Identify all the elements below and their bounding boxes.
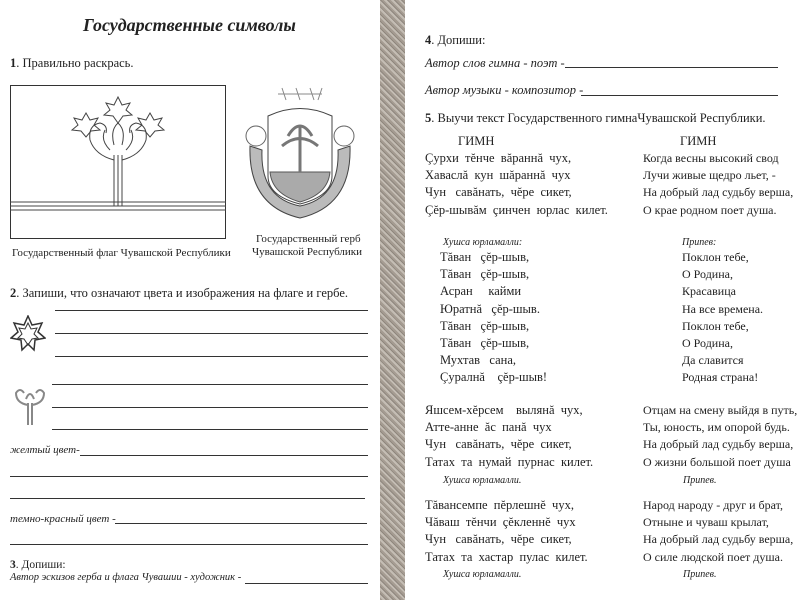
composer-answer-line[interactable] bbox=[581, 95, 778, 96]
chuvash-refrain-label-3: Хушса юрламалли. bbox=[443, 569, 522, 580]
chuvash-verse-1: Çурхи тĕнче вăраннă чух, Хаваслă кун шăраннă чух Чун савăнать, чĕре сикет, Çĕр-шывăм çинчен юрлас килет. bbox=[425, 151, 608, 217]
russian-verse-3: Народ народу - друг и брат, Отныне и чуваш крылат, На добрый лад судьбу верша, О силе людской поет душа. bbox=[643, 498, 794, 564]
darkred-color-label: темно-красный цвет - bbox=[10, 513, 116, 525]
answer-line[interactable] bbox=[52, 429, 368, 430]
russian-refrain: Поклон тебе, О Родина, Красавица На все времена. Поклон тебе, О Родина, Да славится Родная страна! bbox=[682, 250, 764, 385]
russian-refrain-label-2: Припев. bbox=[683, 475, 717, 486]
task5-heading: 5. Выучи текст Государственного гимнаЧувашской Республики. bbox=[425, 111, 766, 125]
answer-line[interactable] bbox=[52, 384, 368, 385]
task4-heading: 4. Допиши: bbox=[425, 33, 486, 47]
page-gutter bbox=[380, 0, 405, 600]
anthem-title-chuvash: ГИМН bbox=[458, 134, 495, 148]
russian-refrain-label: Припев: bbox=[682, 237, 717, 248]
chuvash-refrain: Тăван çĕр-шыв, Тăван çĕр-шыв, Асран кайми Юратнă çĕр-шыв. Тăван çĕр-шыв, Тăван çĕр-шыв, Мухтав сана, Çуралнă çĕр-шыв! bbox=[440, 250, 548, 385]
star-icon bbox=[10, 315, 46, 353]
tree-of-life-icon bbox=[12, 385, 48, 425]
task3-heading: 3. Допиши: bbox=[10, 559, 66, 571]
answer-line[interactable] bbox=[52, 407, 368, 408]
russian-verse-1: Когда весны высокий свод Лучи живые щедро льет, - На добрый лад судьбу верша, О крае родном поет душа. bbox=[643, 151, 794, 217]
answer-line[interactable] bbox=[55, 356, 368, 357]
darkred-answer-line[interactable] bbox=[115, 523, 367, 524]
answer-line[interactable] bbox=[55, 310, 368, 311]
chuvash-refrain-label-2: Хушса юрламалли. bbox=[443, 475, 522, 486]
right-page bbox=[405, 0, 800, 600]
artist-answer-line[interactable] bbox=[245, 583, 368, 584]
task1-heading: 1. Правильно раскрась. bbox=[10, 56, 134, 70]
answer-line[interactable] bbox=[10, 476, 368, 477]
chuvash-verse-2: Яшсем-хĕрсем вылянă чух, Атте-анне ăс панă чух Чун савăнать, чĕре сикет, Татах та нумай пурнас килет. bbox=[425, 403, 594, 469]
chuvash-refrain-label: Хушса юрламалли: bbox=[443, 237, 523, 248]
answer-line[interactable] bbox=[10, 544, 368, 545]
yellow-color-label: желтый цвет- bbox=[10, 444, 80, 456]
poet-answer-line[interactable] bbox=[565, 67, 778, 68]
answer-line[interactable] bbox=[55, 333, 368, 334]
answer-line[interactable] bbox=[10, 498, 365, 499]
anthem-title-russian: ГИМН bbox=[680, 134, 717, 148]
coat-caption-line2: Чувашской Республики bbox=[252, 246, 363, 258]
coat-of-arms-drawing bbox=[238, 86, 362, 222]
left-page bbox=[0, 0, 380, 600]
flag-drawing bbox=[10, 85, 226, 239]
russian-verse-2: Отцам на смену выйдя в путь, Ты, юность, им опорой будь. На добрый лад судьбу верша, О жизни большой поет душа bbox=[643, 403, 798, 469]
coat-caption-line1: Государственный герб bbox=[256, 233, 361, 245]
yellow-answer-line[interactable] bbox=[80, 455, 368, 456]
poet-prompt: Автор слов гимна - поэт - bbox=[425, 56, 565, 70]
artist-prompt: Автор эскизов герба и флага Чувашии - художник - bbox=[10, 572, 242, 583]
chuvash-verse-3: Тăвансемпе пĕрлешнĕ чух, Чăваш тĕнчи çĕкленнĕ чух Чун савăнать, чĕре сикет, Татах та хастар пулас килет. bbox=[425, 498, 588, 564]
russian-refrain-label-3: Припев. bbox=[683, 569, 717, 580]
task2-heading: 2. Запиши, что означают цвета и изображения на флаге и гербе. bbox=[10, 286, 348, 300]
flag-caption: Государственный флаг Чувашской Республики bbox=[12, 247, 231, 259]
page-title: Государственные символы bbox=[83, 15, 296, 35]
composer-prompt: Автор музыки - композитор - bbox=[425, 83, 584, 97]
